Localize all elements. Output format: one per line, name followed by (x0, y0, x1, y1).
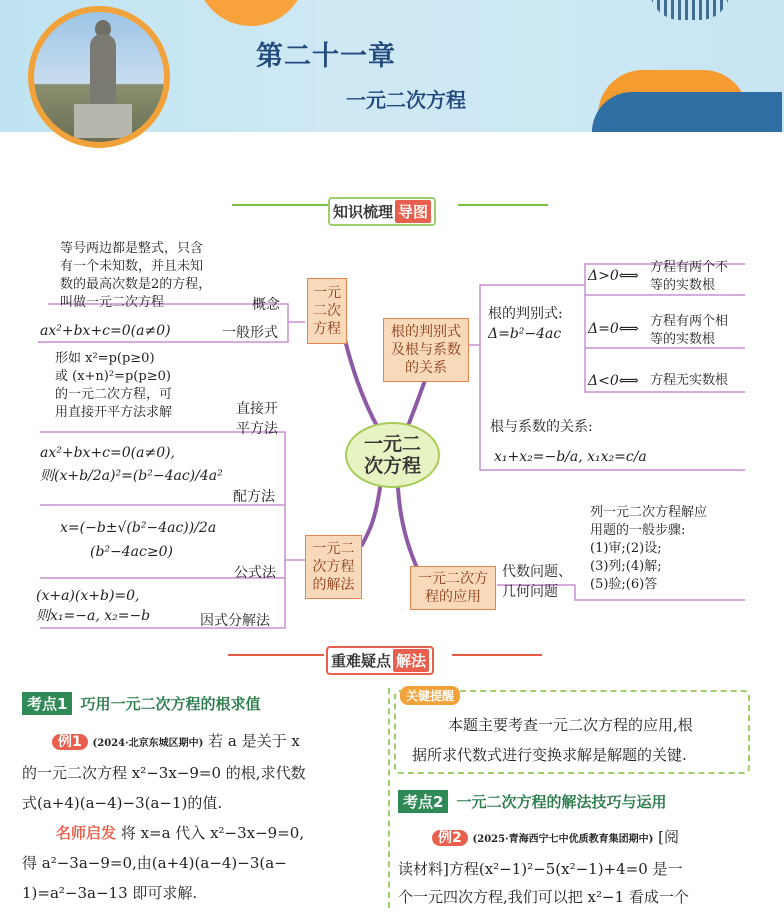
banner2-line-right (452, 654, 542, 656)
label-direct-sqrt: 直接开 平方法 (236, 401, 278, 437)
vieta-title: 根与系数的关系: (490, 419, 593, 435)
label-completing: 配方法 (233, 489, 275, 505)
example1-source: (2024·北京东城区期中) (92, 738, 204, 749)
formula-text: x=(−b±√(b²−4ac))/2a (b²−4ac≥0) (60, 520, 217, 560)
case3-text: 方程无实数根 (650, 373, 729, 388)
case2-text: 方程有两个相 等的实数根 (650, 314, 729, 347)
definition-text: 等号两边都是整式，只含 有一个未知数，并且未知 数的最高次数是2的方程， 叫做一元二次方程 (60, 241, 212, 310)
difficulty-banner-text: 重难疑点 (331, 652, 392, 670)
example1-text-0: 若 a 是关于 x (208, 732, 300, 750)
vieta-formula: x₁+x₂=−b/a, x₁x₂=c/a (494, 449, 647, 465)
direct-sqrt-text: 形如 x²=p(p≥0) 或 (x+n)²=p(p≥0) 的一元二次方程，可 用直接开平方法求解 (55, 351, 173, 420)
general-form-formula: ax²+bx+c=0(a≠0) (40, 323, 171, 339)
banner2-line-left (228, 654, 324, 656)
difficulty-banner (326, 646, 434, 675)
example2-text-1: 个一元四次方程,我们可以把 x²−1 看成一个 (398, 888, 689, 906)
example2-bracket: [阅 (658, 828, 679, 846)
hint-line1 (56, 818, 304, 848)
example2-tag: 例2 (432, 830, 468, 846)
case2-condition: Δ=0⟺ (588, 321, 639, 337)
kp2-heading (398, 790, 666, 813)
example2-text-0: 读材料]方程(x²−1)²−5(x²−1)+4=0 是一 (398, 860, 683, 878)
hint-text-1: 得 a²−3a−9=0,由(a+4)(a−4)−3(a− (22, 854, 287, 872)
application-steps: 列一元二次方程解应 用题的一般步骤: (1)审;(2)设; (3)列;(4)解; (5)验;(6)答 (590, 505, 708, 592)
case1-text: 方程有两个不 等的实数根 (650, 260, 729, 293)
branch-line-methods (362, 488, 380, 545)
mindmap-banner-highlight: 导图 (395, 200, 431, 223)
label-factor: 因式分解法 (200, 613, 270, 629)
kp2-title: 一元二次方程的解法技巧与运用 (456, 793, 667, 811)
chapter-title: 第二十一章 (256, 41, 396, 72)
column-divider (388, 688, 390, 908)
kp1-title: 巧用一元二次方程的根求值 (80, 695, 261, 713)
kp1-example-line1 (52, 726, 300, 759)
difficulty-banner-highlight: 解法 (393, 649, 429, 672)
hint-text-0: 将 x=a 代入 x²−3x−9=0, (120, 824, 305, 842)
discriminant-text: 根的判别式: Δ=b²−4ac (488, 306, 563, 342)
completing-text: ax²+bx+c=0(a≠0), 则(x+b/2a)²=(b²−4ac)/4a² (40, 445, 223, 484)
node-discriminant: 根的判别式 及根与系数 的关系 (383, 318, 469, 382)
chapter-subtitle: 一元二次方程 (346, 88, 466, 112)
branch-line-application (398, 488, 418, 570)
node-definition: 一元 二次 方程 (307, 278, 347, 344)
hint-text-2: 1)=a²−3a−13 即可求解. (22, 884, 198, 902)
node-methods: 一元二 次方程 的解法 (305, 535, 362, 599)
kp2-tag: 考点2 (398, 790, 448, 813)
hint-label: 名师启发 (56, 824, 117, 842)
kp2-example-line1 (432, 822, 679, 855)
key-note-line2: 据所求代数式进行变换求解是解题的关键. (412, 746, 687, 764)
key-note-line1: 本题主要考查一元二次方程的应用,根 (448, 716, 693, 734)
branch-line-definition (345, 340, 378, 428)
example1-text-1: 的一元二次方程 x²−3x−9=0 的根,求代数 (22, 764, 306, 782)
kp1-heading (22, 692, 260, 715)
application-labels: 代数问题、 几何问题 (502, 564, 572, 600)
case1-condition: Δ>0⟺ (588, 268, 639, 284)
factor-text: (x+a)(x+b)=0, 则x₁=−a, x₂=−b (36, 588, 151, 624)
label-general-form: 一般形式 (222, 325, 278, 341)
mindmap-center-node: 一元二 次方程 (345, 422, 440, 488)
label-formula: 公式法 (234, 565, 276, 581)
mindmap-banner-text: 知识梳理 (333, 203, 394, 221)
example1-text-2: 式(a+4)(a−4)−3(a−1)的值. (22, 794, 223, 812)
example2-source: (2025·青海西宁七中优质教育集团期中) (472, 834, 654, 845)
case3-condition: Δ<0⟺ (588, 373, 639, 389)
key-note-label: 关键提醒 (400, 686, 460, 705)
kp1-tag: 考点1 (22, 692, 72, 715)
label-concept: 概念 (252, 297, 280, 313)
example1-tag: 例1 (52, 734, 88, 750)
node-application: 一元二次方 程的应用 (410, 566, 496, 610)
